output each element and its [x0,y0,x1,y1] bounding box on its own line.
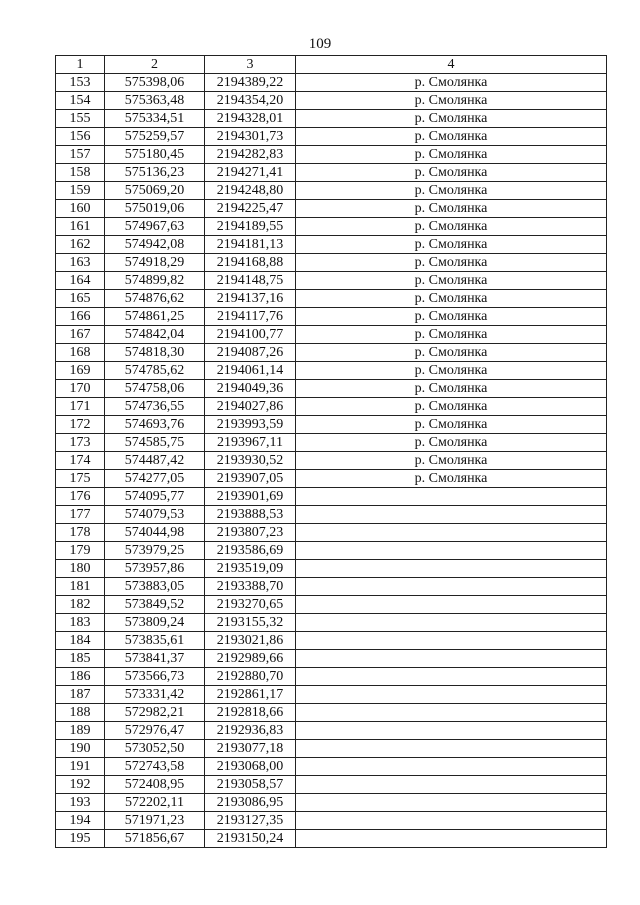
y-coordinate-cell: 2194271,41 [205,164,296,182]
point-number-cell: 168 [56,344,105,362]
point-number-cell: 176 [56,488,105,506]
header-col-3: 3 [205,56,296,74]
table-row [56,596,607,614]
point-number-cell: 187 [56,686,105,704]
table-row [56,74,607,92]
table-row [56,452,607,470]
point-number-cell: 194 [56,812,105,830]
point-number-cell: 180 [56,560,105,578]
y-coordinate-cell: 2193127,35 [205,812,296,830]
point-number-cell: 159 [56,182,105,200]
point-number-cell: 163 [56,254,105,272]
y-coordinate-cell: 2194027,86 [205,398,296,416]
table-row [56,254,607,272]
description-cell [296,830,607,848]
x-coordinate-cell: 572976,47 [105,722,205,740]
x-coordinate-cell: 575363,48 [105,92,205,110]
table-row [56,200,607,218]
x-coordinate-cell: 575069,20 [105,182,205,200]
table-row [56,650,607,668]
x-coordinate-cell: 574079,53 [105,506,205,524]
y-coordinate-cell: 2193586,69 [205,542,296,560]
point-number-cell: 171 [56,398,105,416]
description-cell: р. Смолянка [296,74,607,92]
table-row [56,344,607,362]
x-coordinate-cell: 571971,23 [105,812,205,830]
x-coordinate-cell: 574942,08 [105,236,205,254]
y-coordinate-cell: 2193930,52 [205,452,296,470]
y-coordinate-cell: 2193058,57 [205,776,296,794]
description-cell: р. Смолянка [296,470,607,488]
table-row [56,740,607,758]
x-coordinate-cell: 575019,06 [105,200,205,218]
table-row [56,218,607,236]
x-coordinate-cell: 574785,62 [105,362,205,380]
y-coordinate-cell: 2193807,23 [205,524,296,542]
x-coordinate-cell: 573331,42 [105,686,205,704]
x-coordinate-cell: 573809,24 [105,614,205,632]
description-cell [296,722,607,740]
description-cell: р. Смолянка [296,146,607,164]
table-row [56,542,607,560]
x-coordinate-cell: 574842,04 [105,326,205,344]
table-row [56,704,607,722]
point-number-cell: 195 [56,830,105,848]
table-row [56,506,607,524]
description-cell [296,524,607,542]
table-row [56,560,607,578]
y-coordinate-cell: 2194389,22 [205,74,296,92]
description-cell: р. Смолянка [296,254,607,272]
table-row [56,776,607,794]
description-cell [296,578,607,596]
point-number-cell: 161 [56,218,105,236]
description-cell: р. Смолянка [296,452,607,470]
point-number-cell: 162 [56,236,105,254]
point-number-cell: 182 [56,596,105,614]
description-cell [296,740,607,758]
point-number-cell: 178 [56,524,105,542]
table-row [56,398,607,416]
table-row [56,794,607,812]
table-row [56,758,607,776]
x-coordinate-cell: 571856,67 [105,830,205,848]
description-cell: р. Смолянка [296,110,607,128]
table-row [56,434,607,452]
description-cell: р. Смолянка [296,272,607,290]
y-coordinate-cell: 2194117,76 [205,308,296,326]
point-number-cell: 167 [56,326,105,344]
point-number-cell: 154 [56,92,105,110]
description-cell [296,614,607,632]
description-cell: р. Смолянка [296,92,607,110]
point-number-cell: 186 [56,668,105,686]
point-number-cell: 188 [56,704,105,722]
description-cell [296,596,607,614]
table-row [56,92,607,110]
description-cell: р. Смолянка [296,200,607,218]
x-coordinate-cell: 574876,62 [105,290,205,308]
x-coordinate-cell: 574693,76 [105,416,205,434]
table-row [56,470,607,488]
x-coordinate-cell: 573841,37 [105,650,205,668]
description-cell [296,776,607,794]
table-row [56,236,607,254]
y-coordinate-cell: 2192880,70 [205,668,296,686]
table-row [56,182,607,200]
y-coordinate-cell: 2193021,86 [205,632,296,650]
description-cell: р. Смолянка [296,218,607,236]
y-coordinate-cell: 2193519,09 [205,560,296,578]
x-coordinate-cell: 574899,82 [105,272,205,290]
point-number-cell: 177 [56,506,105,524]
y-coordinate-cell: 2193993,59 [205,416,296,434]
description-cell [296,794,607,812]
x-coordinate-cell: 572982,21 [105,704,205,722]
x-coordinate-cell: 574736,55 [105,398,205,416]
x-coordinate-cell: 573052,50 [105,740,205,758]
x-coordinate-cell: 574585,75 [105,434,205,452]
x-coordinate-cell: 574967,63 [105,218,205,236]
y-coordinate-cell: 2194087,26 [205,344,296,362]
point-number-cell: 183 [56,614,105,632]
point-number-cell: 189 [56,722,105,740]
description-cell: р. Смолянка [296,434,607,452]
y-coordinate-cell: 2194301,73 [205,128,296,146]
x-coordinate-cell: 573957,86 [105,560,205,578]
y-coordinate-cell: 2194189,55 [205,218,296,236]
y-coordinate-cell: 2194049,36 [205,380,296,398]
x-coordinate-cell: 574861,25 [105,308,205,326]
description-cell [296,704,607,722]
point-number-cell: 156 [56,128,105,146]
table-row [56,812,607,830]
table-row [56,830,607,848]
x-coordinate-cell: 573835,61 [105,632,205,650]
description-cell: р. Смолянка [296,380,607,398]
y-coordinate-cell: 2193888,53 [205,506,296,524]
header-col-4: 4 [296,56,607,74]
point-number-cell: 157 [56,146,105,164]
y-coordinate-cell: 2193150,24 [205,830,296,848]
table-row [56,164,607,182]
point-number-cell: 181 [56,578,105,596]
description-cell: р. Смолянка [296,398,607,416]
table-row [56,128,607,146]
y-coordinate-cell: 2193967,11 [205,434,296,452]
description-cell: р. Смолянка [296,182,607,200]
description-cell: р. Смолянка [296,290,607,308]
page-number: 109 [308,36,332,52]
y-coordinate-cell: 2194168,88 [205,254,296,272]
x-coordinate-cell: 574918,29 [105,254,205,272]
table-row [56,614,607,632]
y-coordinate-cell: 2192936,83 [205,722,296,740]
x-coordinate-cell: 572202,11 [105,794,205,812]
point-number-cell: 155 [56,110,105,128]
x-coordinate-cell: 574095,77 [105,488,205,506]
point-number-cell: 190 [56,740,105,758]
table-row [56,380,607,398]
point-number-cell: 166 [56,308,105,326]
x-coordinate-cell: 575259,57 [105,128,205,146]
table-row [56,146,607,164]
description-cell: р. Смолянка [296,236,607,254]
y-coordinate-cell: 2194100,77 [205,326,296,344]
point-number-cell: 158 [56,164,105,182]
point-number-cell: 193 [56,794,105,812]
description-cell [296,758,607,776]
description-cell [296,812,607,830]
table-row [56,272,607,290]
table-row [56,632,607,650]
y-coordinate-cell: 2193901,69 [205,488,296,506]
y-coordinate-cell: 2194282,83 [205,146,296,164]
y-coordinate-cell: 2192861,17 [205,686,296,704]
table-row [56,416,607,434]
description-cell [296,560,607,578]
point-number-cell: 179 [56,542,105,560]
y-coordinate-cell: 2194061,14 [205,362,296,380]
table-body [56,74,607,848]
point-number-cell: 175 [56,470,105,488]
x-coordinate-cell: 574044,98 [105,524,205,542]
y-coordinate-cell: 2193270,65 [205,596,296,614]
x-coordinate-cell: 574277,05 [105,470,205,488]
y-coordinate-cell: 2194354,20 [205,92,296,110]
table-row [56,290,607,308]
point-number-cell: 185 [56,650,105,668]
point-number-cell: 174 [56,452,105,470]
y-coordinate-cell: 2194328,01 [205,110,296,128]
x-coordinate-cell: 572743,58 [105,758,205,776]
x-coordinate-cell: 574758,06 [105,380,205,398]
x-coordinate-cell: 573883,05 [105,578,205,596]
description-cell: р. Смолянка [296,416,607,434]
y-coordinate-cell: 2194225,47 [205,200,296,218]
point-number-cell: 165 [56,290,105,308]
x-coordinate-cell: 573566,73 [105,668,205,686]
point-number-cell: 160 [56,200,105,218]
description-cell: р. Смолянка [296,362,607,380]
point-number-cell: 170 [56,380,105,398]
header-row [56,56,607,74]
y-coordinate-cell: 2193388,70 [205,578,296,596]
table-row [56,668,607,686]
table-row [56,326,607,344]
point-number-cell: 192 [56,776,105,794]
table-row [56,362,607,380]
point-number-cell: 169 [56,362,105,380]
description-cell [296,542,607,560]
description-cell: р. Смолянка [296,326,607,344]
description-cell [296,632,607,650]
point-number-cell: 153 [56,74,105,92]
y-coordinate-cell: 2192989,66 [205,650,296,668]
description-cell [296,488,607,506]
y-coordinate-cell: 2193155,32 [205,614,296,632]
coordinates-table [55,55,607,848]
x-coordinate-cell: 575180,45 [105,146,205,164]
x-coordinate-cell: 573979,25 [105,542,205,560]
point-number-cell: 191 [56,758,105,776]
description-cell [296,506,607,524]
x-coordinate-cell: 574487,42 [105,452,205,470]
y-coordinate-cell: 2194137,16 [205,290,296,308]
table-row [56,722,607,740]
y-coordinate-cell: 2192818,66 [205,704,296,722]
y-coordinate-cell: 2194181,13 [205,236,296,254]
table-row [56,110,607,128]
description-cell: р. Смолянка [296,308,607,326]
x-coordinate-cell: 575398,06 [105,74,205,92]
x-coordinate-cell: 574818,30 [105,344,205,362]
x-coordinate-cell: 572408,95 [105,776,205,794]
table-row [56,578,607,596]
y-coordinate-cell: 2193086,95 [205,794,296,812]
y-coordinate-cell: 2193907,05 [205,470,296,488]
point-number-cell: 172 [56,416,105,434]
header-col-1: 1 [56,56,105,74]
x-coordinate-cell: 575136,23 [105,164,205,182]
y-coordinate-cell: 2193077,18 [205,740,296,758]
table-row [56,308,607,326]
description-cell [296,686,607,704]
x-coordinate-cell: 575334,51 [105,110,205,128]
y-coordinate-cell: 2194248,80 [205,182,296,200]
point-number-cell: 164 [56,272,105,290]
table-row [56,524,607,542]
point-number-cell: 173 [56,434,105,452]
header-col-2: 2 [105,56,205,74]
table-row [56,488,607,506]
y-coordinate-cell: 2194148,75 [205,272,296,290]
description-cell [296,650,607,668]
x-coordinate-cell: 573849,52 [105,596,205,614]
point-number-cell: 184 [56,632,105,650]
description-cell: р. Смолянка [296,344,607,362]
description-cell: р. Смолянка [296,164,607,182]
y-coordinate-cell: 2193068,00 [205,758,296,776]
description-cell [296,668,607,686]
description-cell: р. Смолянка [296,128,607,146]
table-row [56,686,607,704]
table-header [56,56,607,74]
